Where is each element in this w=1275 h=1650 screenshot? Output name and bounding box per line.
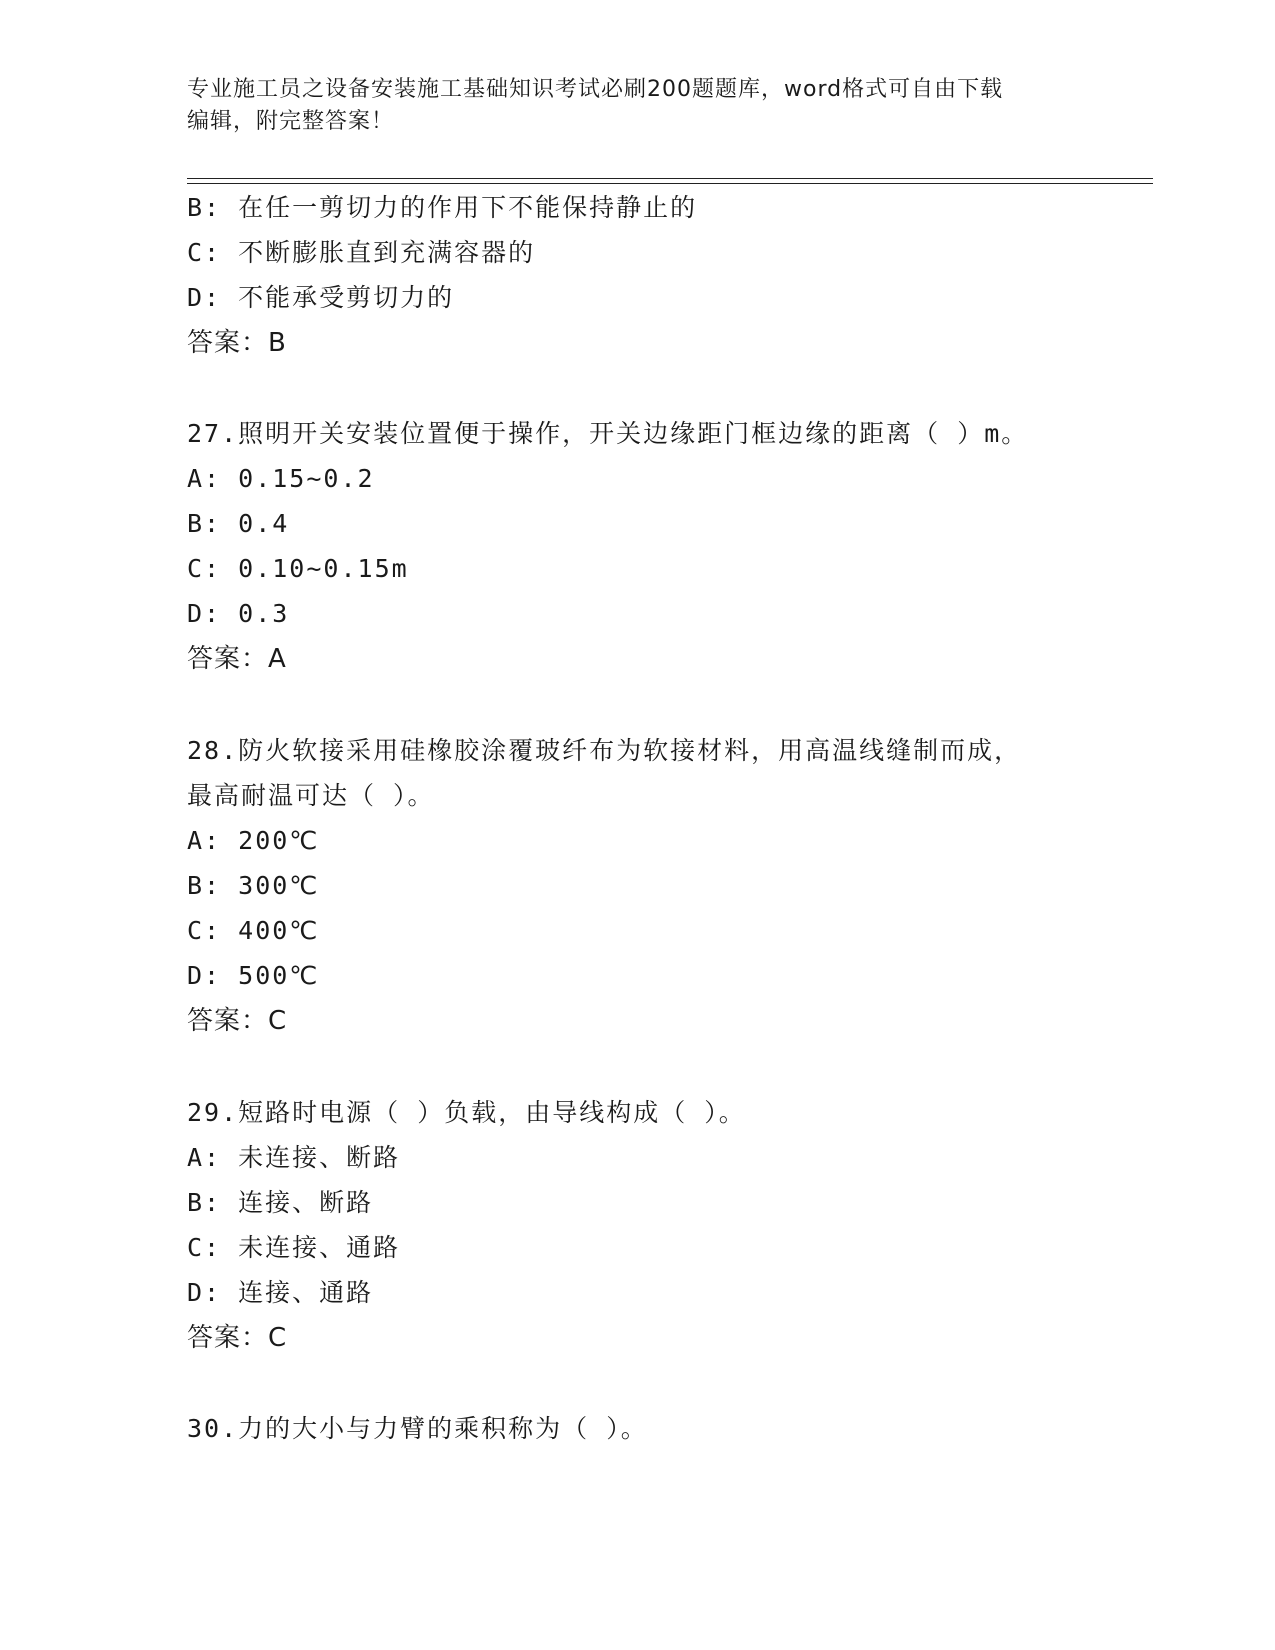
answer: 答案：C [187,1323,288,1353]
header-divider-top [187,178,1153,179]
option-a: A: 未连接、断路 [187,1143,401,1172]
question-stem: 28.防火软接采用硅橡胶涂覆玻纤布为软接材料，用高温线缝制而成， [187,736,1022,765]
answer: 答案：C [187,1006,288,1036]
option-d: D: 0.3 [187,599,290,628]
question-stem: 30.力的大小与力臂的乘积称为（ ）。 [187,1414,648,1443]
answer: 答案：B [187,328,287,358]
option-c: C: 400℃ [187,916,320,945]
option-a: A: 200℃ [187,826,320,855]
question-stem-continued: 最高耐温可达（ ）。 [187,781,435,810]
option-b: B: 0.4 [187,509,290,538]
option-a: A: 0.15~0.2 [187,464,375,493]
header-line-2: 编辑，附完整答案！ [187,109,395,134]
option-d: D: 不能承受剪切力的 [187,283,455,312]
question-stem: 29.短路时电源（ ）负载，由导线构成（ ）。 [187,1098,746,1127]
option-c: C: 0.10~0.15m [187,554,409,583]
document-header [187,74,1087,138]
header-line-1: 专业施工员之设备安装施工基础知识考试必刷200题题库，word格式可自由下载 [187,77,1004,102]
option-b: B: 在任一剪切力的作用下不能保持静止的 [187,193,698,222]
question-stem: 27.照明开关安装位置便于操作，开关边缘距门框边缘的距离（ ）m。 [187,419,1029,448]
option-c: C: 不断膨胀直到充满容器的 [187,238,536,267]
option-c: C: 未连接、通路 [187,1233,401,1262]
option-b: B: 连接、断路 [187,1188,374,1217]
option-d: D: 连接、通路 [187,1278,374,1307]
header-divider-bottom [187,183,1153,184]
option-d: D: 500℃ [187,961,320,990]
option-b: B: 300℃ [187,871,320,900]
answer: 答案：A [187,644,287,674]
